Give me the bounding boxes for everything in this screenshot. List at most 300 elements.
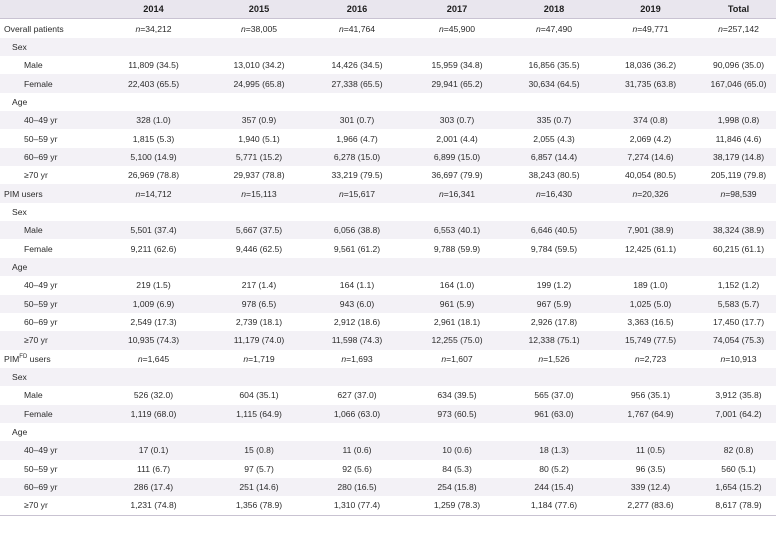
table-cell: 9,446 (62.5) — [210, 239, 308, 257]
table-cell: 286 (17.4) — [97, 478, 210, 496]
row-label — [0, 129, 97, 147]
row-label-text: ≥70 yr — [24, 500, 48, 511]
row-label-text: Female — [24, 408, 53, 419]
table-cell: 2,277 (83.6) — [600, 496, 701, 515]
table-cell: 9,211 (62.6) — [97, 239, 210, 257]
table-cell: 80 (5.2) — [508, 460, 600, 478]
count-value: =15,617 — [343, 188, 376, 199]
row-label — [0, 166, 97, 184]
table-cell: 11,598 (74.3) — [308, 331, 406, 349]
table-row — [0, 295, 776, 313]
row-label-text: Male — [24, 60, 43, 71]
count-symbol: n — [718, 23, 723, 34]
table-cell: 29,937 (78.8) — [210, 166, 308, 184]
table-cell — [406, 38, 508, 56]
table-cell — [97, 19, 210, 38]
table-cell: 5,667 (37.5) — [210, 221, 308, 239]
row-label — [0, 19, 97, 38]
count-value: =38,005 — [245, 23, 278, 34]
row-label — [0, 93, 97, 111]
table-cell — [308, 368, 406, 386]
table-cell: 2,069 (4.2) — [600, 129, 701, 147]
table-cell: 973 (60.5) — [406, 405, 508, 423]
table-cell — [97, 93, 210, 111]
row-label-text: Age — [12, 261, 28, 272]
table-cell: 17,450 (17.7) — [701, 313, 776, 331]
table-cell: 18 (1.3) — [508, 441, 600, 459]
table-cell: 560 (5.1) — [701, 460, 776, 478]
count-value: =41,764 — [343, 23, 376, 34]
row-label — [0, 441, 97, 459]
count-symbol: n — [632, 188, 638, 199]
table-cell — [701, 19, 776, 38]
row-label — [0, 368, 97, 386]
table-cell — [600, 350, 701, 368]
table-cell: 12,338 (75.1) — [508, 331, 600, 349]
table-cell: 1,184 (77.6) — [508, 496, 600, 515]
table-cell — [308, 258, 406, 276]
row-label — [0, 496, 97, 515]
table-row — [0, 405, 776, 423]
table-cell: 11,179 (74.0) — [210, 331, 308, 349]
table-row — [0, 460, 776, 478]
subgroup-row — [0, 203, 776, 221]
table-cell: 634 (39.5) — [406, 386, 508, 404]
table-cell — [210, 368, 308, 386]
table-row — [0, 386, 776, 404]
table-cell: 526 (32.0) — [97, 386, 210, 404]
table-cell: 31,735 (63.8) — [600, 74, 701, 92]
row-label-text: 40–49 yr — [24, 280, 58, 291]
row-label — [0, 331, 97, 349]
count-symbol: n — [535, 23, 541, 34]
table-row — [0, 313, 776, 331]
header-cell-2019: 2019 — [600, 0, 701, 19]
table-cell: 1,310 (77.4) — [308, 496, 406, 515]
row-label-text: Sex — [12, 206, 27, 217]
header-cell-2014: 2014 — [97, 0, 210, 19]
count-value: =98,539 — [725, 188, 757, 199]
table-cell: 2,926 (17.8) — [508, 313, 600, 331]
header-cell-total: Total — [701, 0, 776, 19]
row-label — [0, 276, 97, 294]
table-cell: 38,179 (14.8) — [701, 148, 776, 166]
table-cell — [701, 258, 776, 276]
count-value: =1,693 — [346, 353, 373, 364]
row-label-text: Age — [12, 427, 28, 438]
table-cell: 29,941 (65.2) — [406, 74, 508, 92]
table-cell: 1,998 (0.8) — [701, 111, 776, 129]
table-cell: 2,739 (18.1) — [210, 313, 308, 331]
table-cell — [508, 93, 600, 111]
table-cell: 961 (63.0) — [508, 405, 600, 423]
header-cell-2015: 2015 — [210, 0, 308, 19]
count-value: =2,723 — [639, 353, 667, 364]
count-symbol: n — [634, 353, 640, 364]
table-cell: 339 (12.4) — [600, 478, 701, 496]
table-cell: 1,654 (15.2) — [701, 478, 776, 496]
table-cell: 84 (5.3) — [406, 460, 508, 478]
row-label-text: Sex — [12, 41, 27, 52]
table-cell: 9,784 (59.5) — [508, 239, 600, 257]
table-cell: 1,767 (64.9) — [600, 405, 701, 423]
table-cell — [600, 184, 701, 202]
table-cell: 565 (37.0) — [508, 386, 600, 404]
table-cell: 9,561 (61.2) — [308, 239, 406, 257]
table-cell: 92 (5.6) — [308, 460, 406, 478]
count-value: =16,430 — [540, 188, 573, 199]
table-cell: 1,066 (63.0) — [308, 405, 406, 423]
count-value: =34,212 — [140, 23, 172, 34]
count-value: =1,526 — [543, 353, 570, 364]
table-cell: 374 (0.8) — [600, 111, 701, 129]
table-cell: 205,119 (79.8) — [701, 166, 776, 184]
table-cell: 16,856 (35.5) — [508, 56, 600, 74]
row-label-text: ≥70 yr — [24, 170, 48, 181]
table-cell — [210, 184, 308, 202]
count-symbol: n — [338, 23, 344, 34]
table-row — [0, 129, 776, 147]
group-row — [0, 19, 776, 38]
table-row — [0, 111, 776, 129]
count-symbol: n — [720, 188, 726, 199]
row-label-suffix: users — [27, 353, 51, 364]
row-label-text: Sex — [12, 372, 27, 383]
table-cell — [406, 368, 508, 386]
group-row — [0, 350, 776, 368]
table-cell: 2,549 (17.3) — [97, 313, 210, 331]
table-cell: 96 (3.5) — [600, 460, 701, 478]
table-cell — [210, 93, 308, 111]
table-cell: 11,846 (4.6) — [701, 129, 776, 147]
table-cell — [701, 368, 776, 386]
table-cell: 6,857 (14.4) — [508, 148, 600, 166]
table-cell — [600, 38, 701, 56]
table-cell: 199 (1.2) — [508, 276, 600, 294]
table-cell — [97, 423, 210, 441]
table-row — [0, 331, 776, 349]
table-cell: 10,935 (74.3) — [97, 331, 210, 349]
table-cell: 12,425 (61.1) — [600, 239, 701, 257]
row-label — [0, 148, 97, 166]
count-symbol: n — [135, 188, 141, 199]
table-cell: 627 (37.0) — [308, 386, 406, 404]
row-label-text: Male — [24, 225, 43, 236]
row-label — [0, 184, 97, 202]
count-value: =16,341 — [443, 188, 476, 199]
count-symbol: n — [243, 353, 249, 364]
count-symbol: n — [632, 23, 638, 34]
row-label — [0, 56, 97, 74]
table-cell: 12,255 (75.0) — [406, 331, 508, 349]
table-cell: 6,899 (15.0) — [406, 148, 508, 166]
table-cell: 36,697 (79.9) — [406, 166, 508, 184]
row-label — [0, 74, 97, 92]
row-label-text: 60–69 yr — [24, 151, 58, 162]
table-cell — [406, 423, 508, 441]
table-cell — [308, 423, 406, 441]
table-row — [0, 221, 776, 239]
header-cell-2017: 2017 — [406, 0, 508, 19]
table-cell: 5,100 (14.9) — [97, 148, 210, 166]
table-cell — [508, 423, 600, 441]
count-value: =1,719 — [248, 353, 275, 364]
count-value: =45,900 — [443, 23, 476, 34]
table-cell: 219 (1.5) — [97, 276, 210, 294]
table-cell — [600, 423, 701, 441]
row-label — [0, 239, 97, 257]
table-cell — [210, 38, 308, 56]
row-label-text: Male — [24, 390, 43, 401]
row-label — [0, 111, 97, 129]
row-label — [0, 478, 97, 496]
table-cell — [406, 203, 508, 221]
table-cell: 15,749 (77.5) — [600, 331, 701, 349]
table-cell: 2,001 (4.4) — [406, 129, 508, 147]
row-label-text: PIM users — [4, 188, 43, 199]
table-cell: 15 (0.8) — [210, 441, 308, 459]
table-cell: 7,274 (14.6) — [600, 148, 701, 166]
group-row — [0, 184, 776, 202]
table-cell: 33,219 (79.5) — [308, 166, 406, 184]
table-cell — [406, 350, 508, 368]
table-cell — [701, 350, 776, 368]
table-cell — [406, 184, 508, 202]
subgroup-row — [0, 258, 776, 276]
row-label-text: 50–59 yr — [24, 298, 58, 309]
table-cell: 2,912 (18.6) — [308, 313, 406, 331]
table-body — [0, 19, 776, 515]
table-cell: 74,054 (75.3) — [701, 331, 776, 349]
row-label — [0, 203, 97, 221]
count-value: =10,913 — [725, 353, 757, 364]
table-cell — [406, 258, 508, 276]
table-cell: 1,966 (4.7) — [308, 129, 406, 147]
table-cell — [508, 38, 600, 56]
table-cell: 251 (14.6) — [210, 478, 308, 496]
row-label — [0, 423, 97, 441]
count-symbol: n — [241, 188, 247, 199]
table-cell — [508, 19, 600, 38]
table-cell: 8,617 (78.9) — [701, 496, 776, 515]
table-cell: 1,231 (74.8) — [97, 496, 210, 515]
table-row — [0, 166, 776, 184]
table-cell: 254 (15.8) — [406, 478, 508, 496]
table-cell: 217 (1.4) — [210, 276, 308, 294]
table-cell — [508, 368, 600, 386]
table-cell: 38,324 (38.9) — [701, 221, 776, 239]
table-row — [0, 276, 776, 294]
table-cell: 1,259 (78.3) — [406, 496, 508, 515]
row-label-text: 50–59 yr — [24, 463, 58, 474]
row-label-text: Overall patients — [4, 23, 64, 34]
table-cell — [701, 423, 776, 441]
table-cell: 164 (1.0) — [406, 276, 508, 294]
row-label-text: 60–69 yr — [24, 317, 58, 328]
table-cell: 7,001 (64.2) — [701, 405, 776, 423]
table-cell: 5,771 (15.2) — [210, 148, 308, 166]
table-cell — [308, 19, 406, 38]
table-cell — [508, 203, 600, 221]
table-cell: 280 (16.5) — [308, 478, 406, 496]
table-cell: 27,338 (65.5) — [308, 74, 406, 92]
table-cell — [508, 350, 600, 368]
table-cell — [600, 258, 701, 276]
table-row — [0, 148, 776, 166]
table-cell — [97, 350, 210, 368]
count-symbol: n — [240, 23, 246, 34]
count-symbol: n — [341, 353, 347, 364]
table-cell: 1,815 (5.3) — [97, 129, 210, 147]
table-cell — [210, 19, 308, 38]
table-cell: 90,096 (35.0) — [701, 56, 776, 74]
table-cell: 26,969 (78.8) — [97, 166, 210, 184]
header-cell-2018: 2018 — [508, 0, 600, 19]
subgroup-row — [0, 368, 776, 386]
row-label — [0, 38, 97, 56]
table-cell: 18,036 (36.2) — [600, 56, 701, 74]
table-row — [0, 478, 776, 496]
table-cell: 1,115 (64.9) — [210, 405, 308, 423]
table-cell: 943 (6.0) — [308, 295, 406, 313]
table-cell — [308, 93, 406, 111]
count-value: =20,326 — [637, 188, 669, 199]
count-value: =15,113 — [246, 188, 277, 199]
table-cell: 5,501 (37.4) — [97, 221, 210, 239]
table-cell: 9,788 (59.9) — [406, 239, 508, 257]
header-cell-label — [0, 0, 97, 19]
row-label-text: 40–49 yr — [24, 115, 58, 126]
row-label — [0, 295, 97, 313]
table-cell: 22,403 (65.5) — [97, 74, 210, 92]
count-symbol: n — [720, 353, 726, 364]
table-cell: 14,426 (34.5) — [308, 56, 406, 74]
table-cell: 961 (5.9) — [406, 295, 508, 313]
table-cell — [210, 258, 308, 276]
table-cell: 303 (0.7) — [406, 111, 508, 129]
table-cell — [210, 203, 308, 221]
table-cell — [701, 93, 776, 111]
count-symbol: n — [338, 188, 344, 199]
count-value: =49,771 — [637, 23, 669, 34]
row-label — [0, 460, 97, 478]
table-cell: 15,959 (34.8) — [406, 56, 508, 74]
table-cell — [701, 38, 776, 56]
row-label — [0, 405, 97, 423]
table-cell — [600, 203, 701, 221]
row-label-text: Female — [24, 78, 53, 89]
row-label-text: 60–69 yr — [24, 482, 58, 493]
table-cell: 7,901 (38.9) — [600, 221, 701, 239]
table-row — [0, 441, 776, 459]
count-value: =1,607 — [446, 353, 473, 364]
header-row — [0, 0, 776, 19]
table-cell — [210, 423, 308, 441]
table-cell — [97, 38, 210, 56]
table-cell: 1,152 (1.2) — [701, 276, 776, 294]
table-cell — [600, 368, 701, 386]
table-cell: 11 (0.6) — [308, 441, 406, 459]
count-value: =14,712 — [140, 188, 172, 199]
table-cell — [97, 203, 210, 221]
header-cell-2016: 2016 — [308, 0, 406, 19]
table-cell — [701, 203, 776, 221]
table-cell: 6,278 (15.0) — [308, 148, 406, 166]
row-label-text: 40–49 yr — [24, 445, 58, 456]
table-cell — [97, 368, 210, 386]
row-label-superscript: FD — [19, 353, 28, 360]
table-cell: 6,553 (40.1) — [406, 221, 508, 239]
table-cell — [97, 184, 210, 202]
count-value: =47,490 — [540, 23, 573, 34]
table-cell: 1,119 (68.0) — [97, 405, 210, 423]
table-cell: 956 (35.1) — [600, 386, 701, 404]
table-cell: 328 (1.0) — [97, 111, 210, 129]
count-symbol: n — [438, 23, 444, 34]
count-symbol: n — [137, 353, 143, 364]
subgroup-row — [0, 38, 776, 56]
table-cell: 5,583 (5.7) — [701, 295, 776, 313]
count-value: =1,645 — [142, 353, 170, 364]
table-row — [0, 74, 776, 92]
table-cell: 1,009 (6.9) — [97, 295, 210, 313]
table-cell — [308, 350, 406, 368]
table-cell — [308, 38, 406, 56]
table-cell: 301 (0.7) — [308, 111, 406, 129]
table-cell — [600, 19, 701, 38]
table-cell: 3,912 (35.8) — [701, 386, 776, 404]
table-cell: 30,634 (64.5) — [508, 74, 600, 92]
table-cell: 6,646 (40.5) — [508, 221, 600, 239]
table-cell: 1,940 (5.1) — [210, 129, 308, 147]
table-cell: 244 (15.4) — [508, 478, 600, 496]
table-cell — [701, 184, 776, 202]
table-cell: 17 (0.1) — [97, 441, 210, 459]
row-label-text: ≥70 yr — [24, 335, 48, 346]
row-label — [0, 313, 97, 331]
table-row — [0, 496, 776, 515]
table-row — [0, 56, 776, 74]
table-cell: 11 (0.5) — [600, 441, 701, 459]
table-row — [0, 239, 776, 257]
table-cell: 189 (1.0) — [600, 276, 701, 294]
table-cell: 111 (6.7) — [97, 460, 210, 478]
table-cell: 1,356 (78.9) — [210, 496, 308, 515]
table-cell: 40,054 (80.5) — [600, 166, 701, 184]
count-symbol: n — [535, 188, 541, 199]
table-cell: 167,046 (65.0) — [701, 74, 776, 92]
row-label-text: Age — [12, 96, 28, 107]
table-cell — [308, 184, 406, 202]
count-symbol: n — [438, 188, 444, 199]
table-cell — [210, 350, 308, 368]
table-cell: 357 (0.9) — [210, 111, 308, 129]
table-cell — [308, 203, 406, 221]
table-cell: 97 (5.7) — [210, 460, 308, 478]
table-cell — [508, 258, 600, 276]
row-label-text: PIM — [4, 353, 20, 364]
table-cell: 6,056 (38.8) — [308, 221, 406, 239]
row-label — [0, 258, 97, 276]
row-label-text: Female — [24, 243, 53, 254]
row-label-text: 50–59 yr — [24, 133, 58, 144]
count-symbol: n — [135, 23, 141, 34]
table-cell: 38,243 (80.5) — [508, 166, 600, 184]
count-symbol: n — [441, 353, 447, 364]
table-cell: 82 (0.8) — [701, 441, 776, 459]
table-cell: 967 (5.9) — [508, 295, 600, 313]
table-cell — [406, 19, 508, 38]
